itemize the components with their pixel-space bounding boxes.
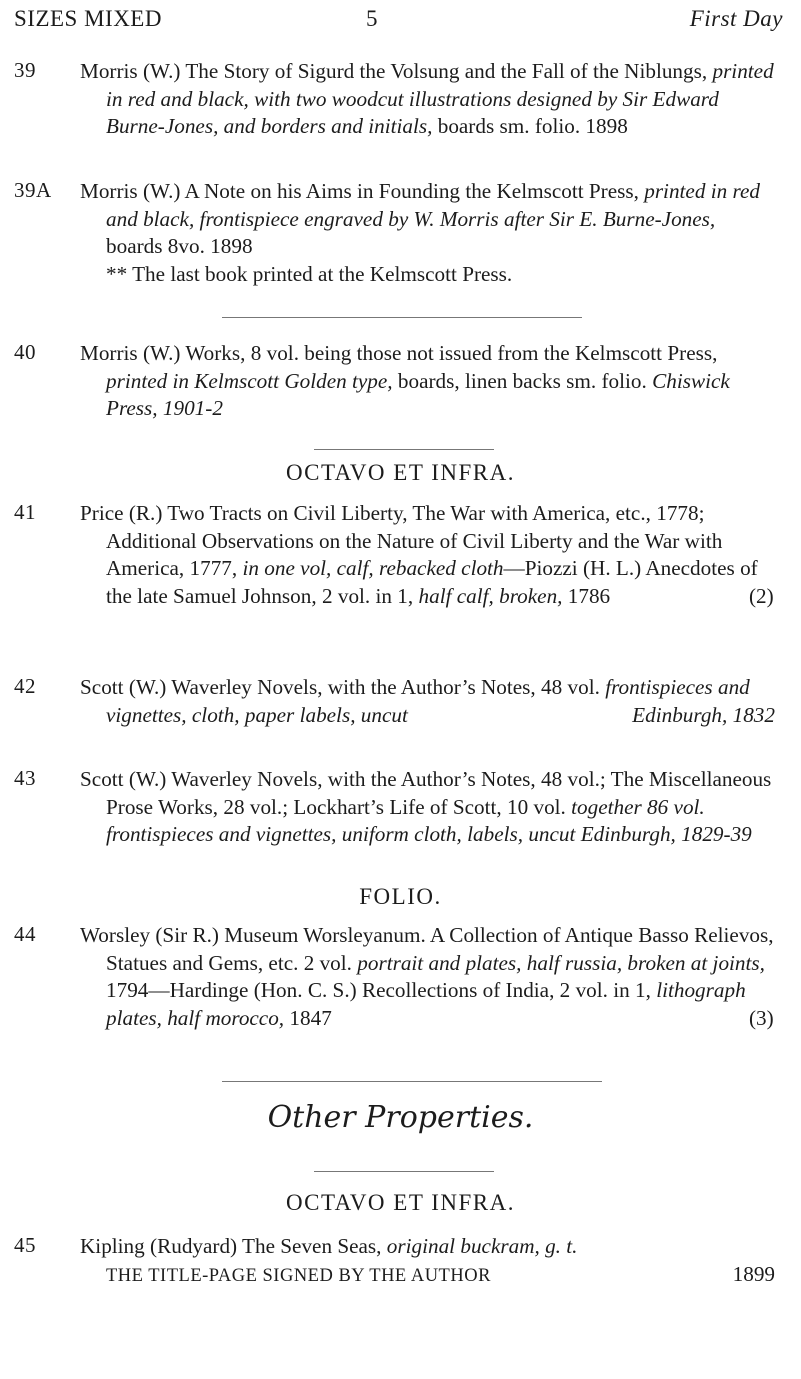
lot-text-italic: lithograph plates, half morocco, [106, 978, 746, 1030]
divider-rule [222, 1081, 602, 1082]
divider-rule [314, 1171, 494, 1172]
lot-entry-39a [0, 178, 801, 288]
lot-entry-42 [0, 674, 801, 729]
lot-text: 1794—Hardinge (Hon. C. S.) Recollections of India, 2 vol. in 1, [106, 978, 657, 1002]
lot-text: Price (R.) Two Tracts on Civil Liberty, The War with America, etc., 1778; Additional Observations on the Nature of Civil Liberty and the War with America, 1777, [80, 501, 723, 580]
lot-description [80, 766, 775, 849]
lot-number: 44 [14, 922, 36, 946]
lot-entry-40 [0, 340, 801, 423]
lot-text-italic: printed in Kelmscott Golden type, [106, 368, 393, 393]
lot-number: 39 [14, 58, 36, 82]
lot-description [80, 178, 775, 288]
lot-entry-45 [0, 1233, 801, 1290]
lot-text: 1847 [284, 1005, 332, 1030]
lot-entry-41 [0, 500, 801, 610]
lot-number: 40 [14, 340, 36, 364]
lot-text: boards 8vo. 1898 [106, 234, 253, 258]
lot-text-italic: Edinburgh, 1829-39 [575, 822, 752, 846]
section-heading-folio: FOLIO. [359, 884, 442, 909]
lot-number: 41 [14, 500, 36, 524]
lot-entry-44 [0, 922, 801, 1032]
lot-text-italic: half calf, broken, [418, 583, 563, 608]
divider-rule [222, 317, 582, 318]
page-number: 5 [366, 6, 378, 31]
running-head [14, 6, 783, 36]
lot-text: Scott (W.) Waverley Novels, with the Author’s Notes, 48 vol.; The Miscellaneous Prose Works, 28 vol.; Lockhart’s Life of Scott, 10 vol. [80, 767, 772, 819]
lot-number: 45 [14, 1233, 36, 1257]
lot-text: Morris (W.) Works, 8 vol. being those not issued from the Kelmscott Press, [80, 341, 718, 365]
lot-description [80, 674, 775, 729]
lot-number: 39A [14, 178, 52, 202]
lot-date: 1899 [732, 1261, 775, 1286]
lot-date: Edinburgh, 1832 [632, 702, 775, 727]
lot-text-italic: printed in red and black, with two woodcut illustrations designed by Sir Edward Burne-Jones, and borders and initials, [106, 59, 774, 138]
running-head-right: First Day [689, 6, 783, 31]
section-heading-octavo: OCTAVO ET INFRA. [286, 460, 515, 485]
lot-text-italic: frontispieces and vignettes, cloth, paper labels, uncut [106, 675, 750, 727]
lot-text: Kipling (Rudyard) The Seven Seas, [80, 1234, 387, 1258]
lot-text: boards sm. folio. 1898 [432, 114, 628, 138]
lot-description [80, 340, 775, 423]
lot-text-italic: original buckram, g. t. [386, 1234, 578, 1258]
section-heading-other-properties: Other Properties. [267, 1100, 534, 1135]
lot-text: Morris (W.) A Note on his Aims in Founding the Kelmscott Press, [80, 179, 645, 203]
lot-text-italic: together 86 vol. frontispieces and vignettes, uniform cloth, labels, uncut [106, 794, 705, 846]
lot-description [80, 58, 775, 141]
lot-text: 1786 [562, 583, 611, 608]
lot-text-italic: in one vol, calf, rebacked cloth [242, 556, 504, 580]
lot-entry-39 [0, 58, 801, 141]
lot-text: boards, linen backs sm. folio. [392, 368, 653, 393]
lot-entry-43 [0, 766, 801, 849]
divider-rule [314, 449, 494, 450]
lot-note: ** The last book printed at the Kelmscott Press. [106, 261, 513, 286]
section-heading-octavo: OCTAVO ET INFRA. [286, 1190, 515, 1215]
lot-text: Morris (W.) The Story of Sigurd the Volsung and the Fall of the Niblungs, [80, 59, 713, 83]
lot-signed-note: THE TITLE-PAGE SIGNED BY THE AUTHOR [106, 1265, 491, 1286]
lot-text: Scott (W.) Waverley Novels, with the Author’s Notes, 48 vol. [80, 675, 606, 699]
lot-text: —Piozzi (H. L.) Anecdotes of the late Samuel Johnson, 2 vol. in 1, [106, 556, 758, 608]
lot-description: Worsley (Sir R.) Museum Worsleyanum. A Collection of Antique Basso Relievos, Statues and Gems, etc. 2 vol. portrait and plates, half russia, broken at joints, 1794—Hardinge (Hon. C. S.) Recollections of India, 2 vol. in 1, lithograph plates, half morocco, 1847 (3) [80, 923, 774, 1030]
lot-description: Price (R.) Two Tracts on Civil Liberty, The War with America, etc., 1778; Additional Observations on the Nature of Civil Liberty and the War with America, 1777, in one vol, calf, rebacked cloth—Piozzi (H. L.) Anecdotes of the late Samuel Johnson, 2 vol. in 1, half calf, broken, 1786 (2) [80, 501, 774, 608]
lot-text-italic: Chiswick Press, 1901-2 [106, 368, 730, 420]
lot-description [80, 1233, 775, 1290]
running-head-left: SIZES MIXED [14, 6, 162, 31]
lot-text: Worsley (Sir R.) Museum Worsleyanum. A Collection of Antique Basso Relievos, Statues and Gems, etc. 2 vol. [80, 923, 774, 975]
lot-number: 43 [14, 766, 36, 790]
lot-text-italic: printed in red and black, frontispiece engraved by W. Morris after Sir E. Burne-Jones, [106, 179, 760, 231]
lot-number: 42 [14, 674, 36, 698]
lot-text-italic: portrait and plates, half russia, broken at joints, [357, 950, 765, 975]
